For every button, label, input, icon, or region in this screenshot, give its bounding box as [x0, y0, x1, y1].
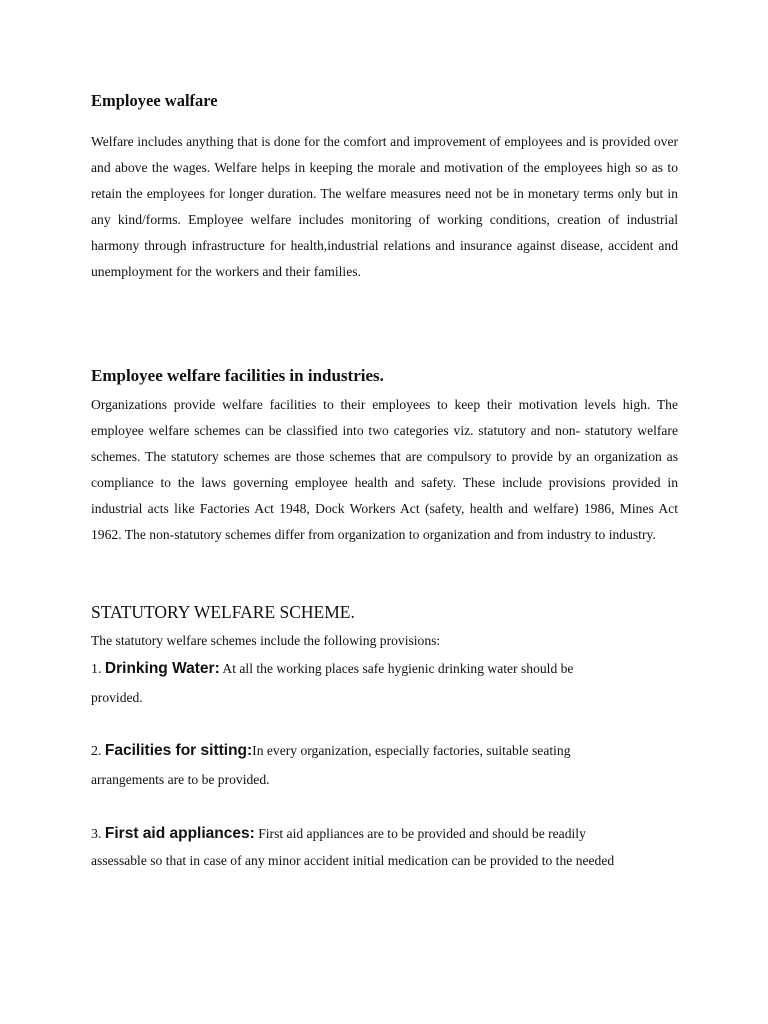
paragraph-line: Welfare includes anything that is done for the comfort and improvement of employees and is	[91, 134, 599, 149]
item-text: In every organization, especially factories, suitable seating	[252, 743, 571, 758]
provision-item-first-aid-cont: assessable so that in case of any minor accident initial medication can be provided to the needed	[91, 853, 615, 868]
paragraph-line: families.	[313, 263, 361, 279]
paragraph-line: (safety, health and welfare) 1986, Mines Act 1962. The non-statutory schemes differ from	[91, 500, 678, 542]
provision-item-facilities-for-sitting	[91, 742, 571, 760]
item-label: First aid appliances:	[104, 825, 255, 842]
paragraph-welfare-facilities	[91, 392, 678, 547]
paragraph-line: relations and insurance against disease, accident and unemployment for the workers and their	[91, 237, 679, 279]
statutory-title-period: .	[350, 602, 355, 622]
item-text: At all the working places safe hygienic drinking water should be	[222, 661, 574, 676]
statutory-title-text: STATUTORY WELFARE SCHEME	[91, 602, 351, 622]
item-number: 2.	[91, 744, 102, 759]
item-label: Drinking Water:	[104, 660, 220, 677]
paragraph-line: provided over and above the wages. Welfare helps in keeping the morale and motivation of the	[91, 134, 679, 175]
section-title-employee-walfare: Employee walfare	[91, 91, 218, 110]
paragraph-line: provide by an organization as compliance to the laws governing employee health and safety.	[91, 448, 678, 490]
paragraph-line: These include provisions provided in industrial acts like Factories Act 1948, Dock Workers Act	[91, 474, 678, 516]
provision-item-drinking-water	[91, 660, 573, 678]
item-text: First aid appliances are to be provided and should be readily	[258, 826, 586, 841]
paragraph-welfare-definition	[91, 129, 678, 284]
paragraph-line: The employee welfare schemes can be classified into two categories viz. statutory and non-	[91, 397, 678, 438]
section-title-statutory-welfare-scheme	[91, 602, 355, 623]
provision-item-facilities-for-sitting-cont: arrangements are to be provided.	[91, 772, 270, 787]
paragraph-line: working conditions, creation of industrial harmony through infrastructure for health,industrial	[91, 211, 679, 253]
paragraph-line: organization to organization and from industry to industry.	[337, 526, 656, 542]
paragraph-line: Organizations provide welfare facilities to their employees to keep their motivation levels high.	[91, 397, 651, 412]
section-title-welfare-facilities: Employee welfare facilities in industries.	[91, 366, 384, 385]
paragraph-line: employees high so as to retain the employees for longer duration. The welfare measures need not	[91, 159, 679, 201]
provision-item-first-aid	[91, 825, 586, 843]
item-label: Facilities for sitting:	[104, 742, 253, 759]
item-number: 3.	[91, 827, 102, 842]
paragraph-line: statutory welfare schemes. The statutory schemes are those schemes that are compulsory to	[91, 422, 678, 464]
item-number: 1.	[91, 662, 102, 677]
provision-item-drinking-water-cont: provided.	[91, 690, 143, 705]
paragraph-line: be in monetary terms only but in any kind/forms. Employee welfare includes monitoring of	[91, 185, 678, 227]
statutory-intro: The statutory welfare schemes include the following provisions:	[91, 633, 441, 648]
